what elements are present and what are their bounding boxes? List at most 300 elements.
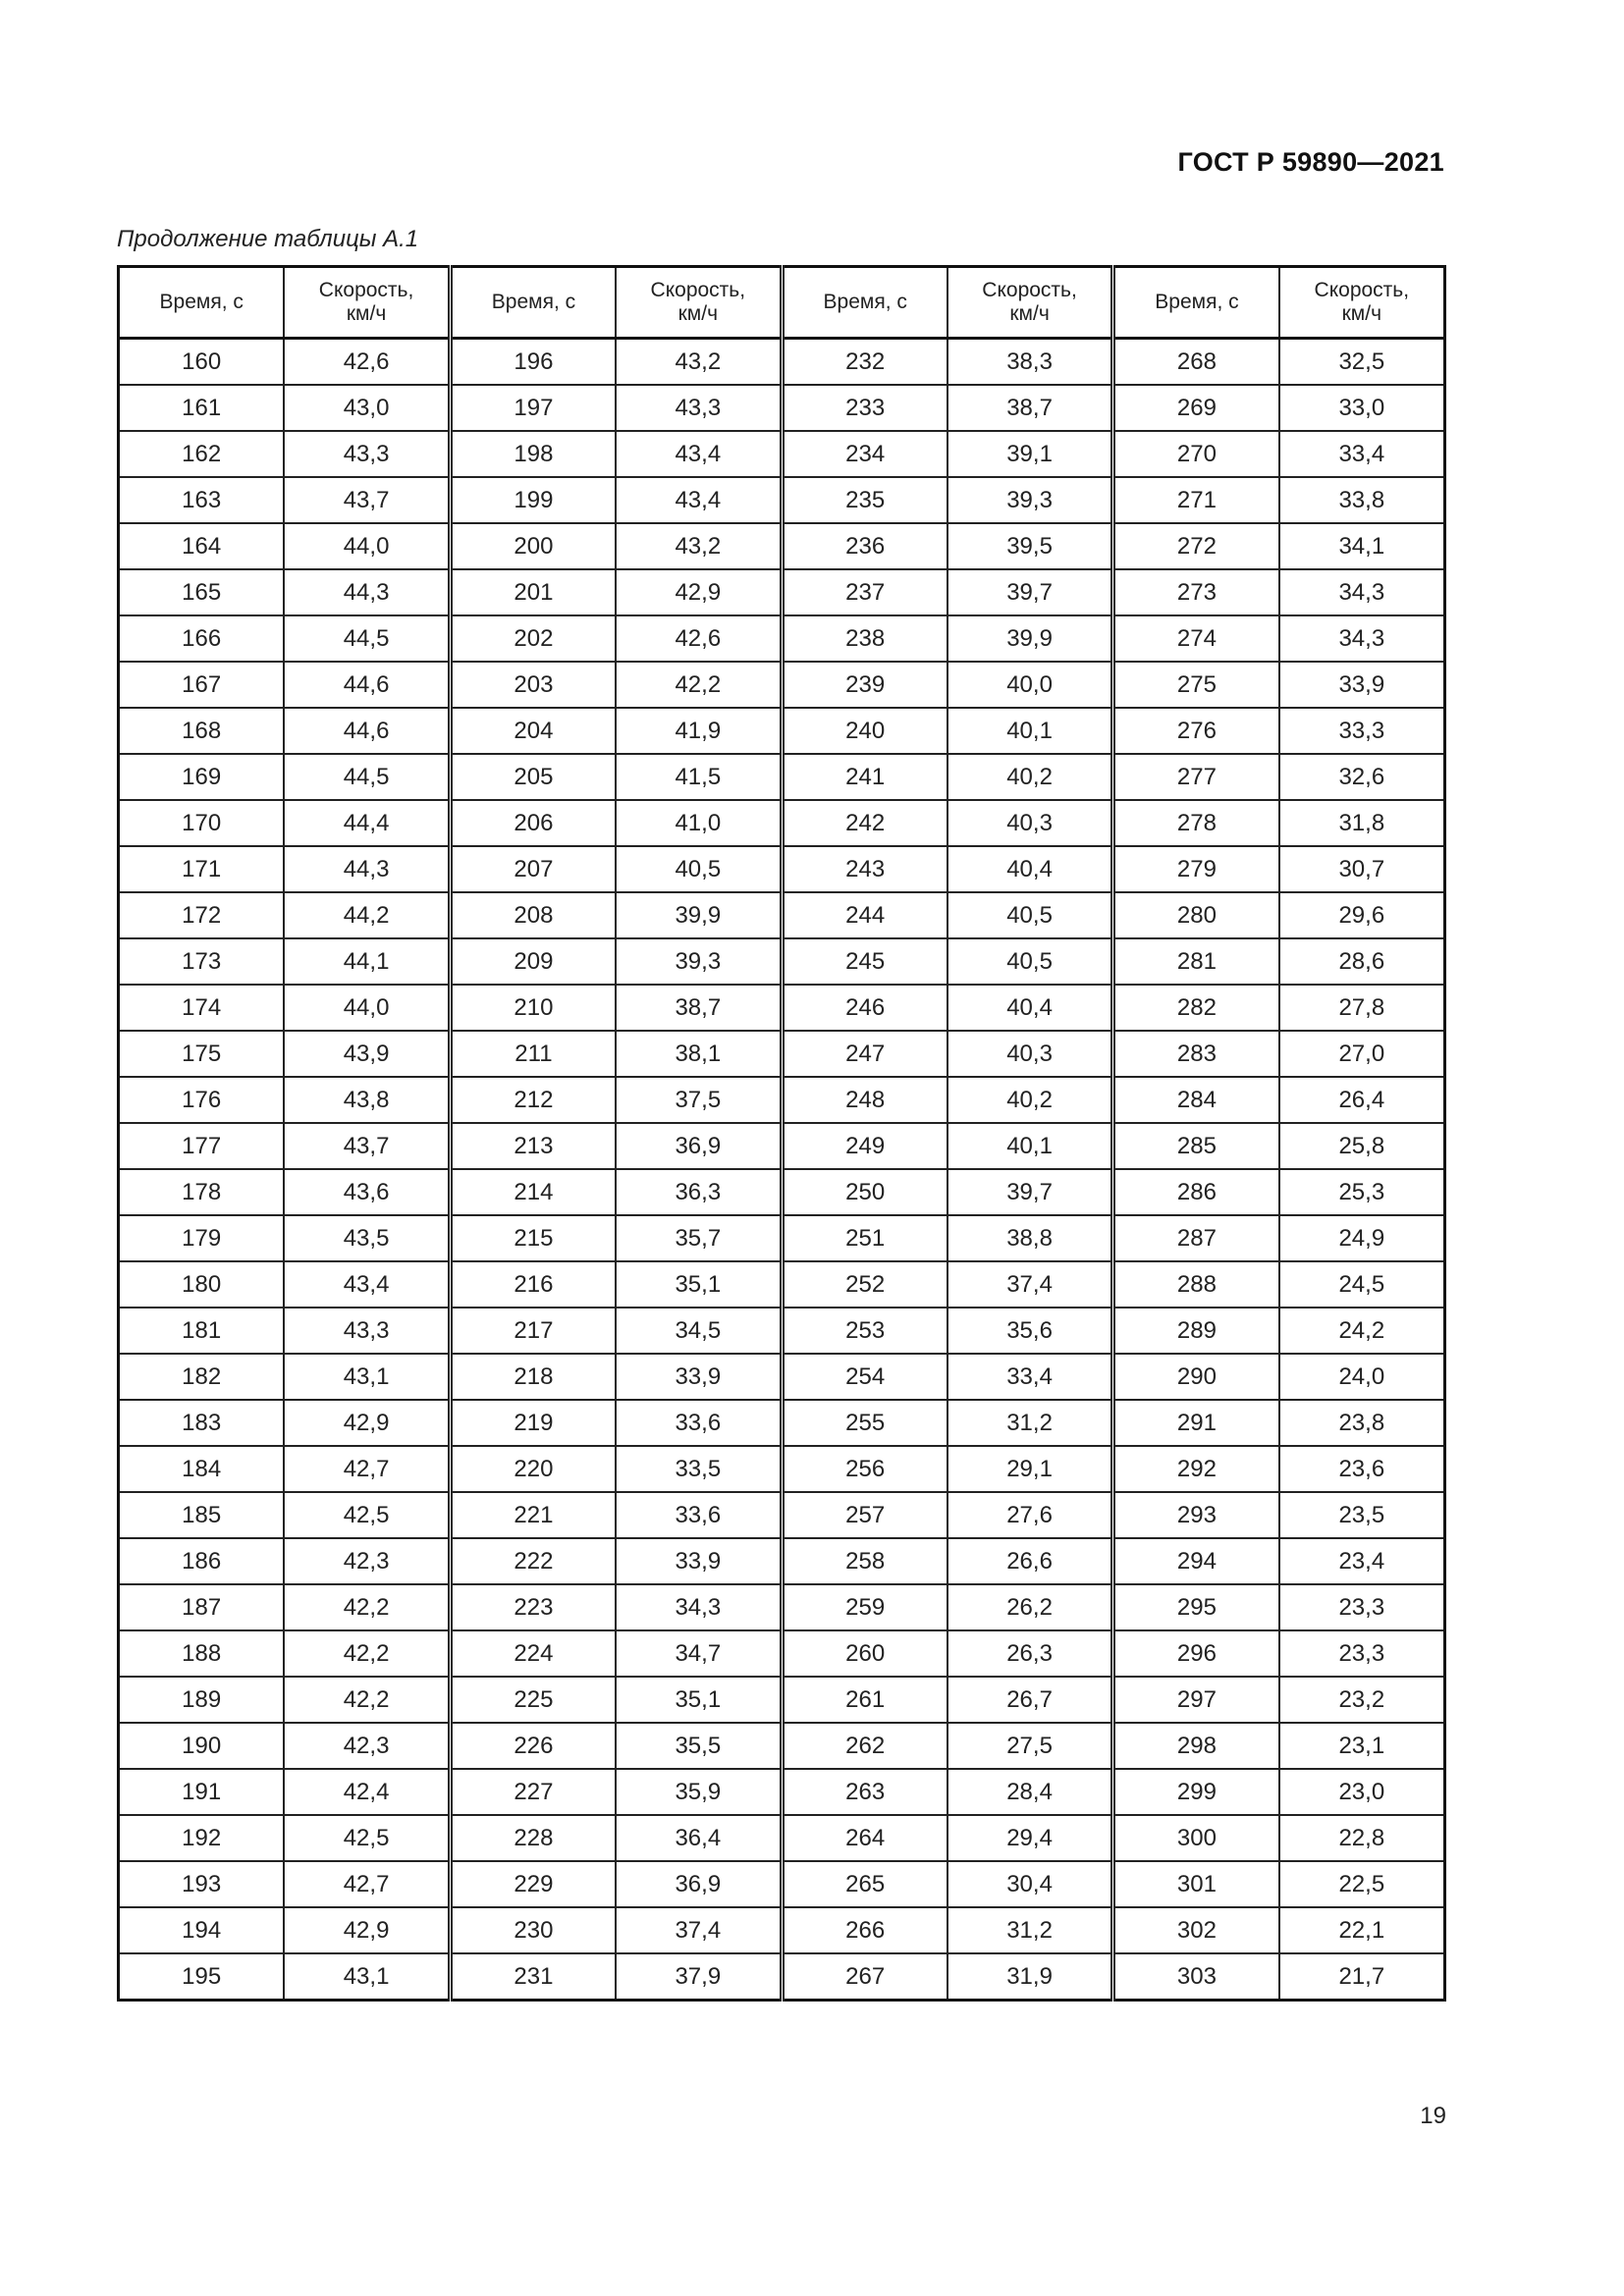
time-cell: 169 xyxy=(119,754,285,800)
table-body xyxy=(119,339,1445,2001)
time-cell: 207 xyxy=(450,846,616,892)
speed-cell: 24,0 xyxy=(1279,1354,1445,1400)
time-cell: 261 xyxy=(782,1677,947,1723)
time-cell: 186 xyxy=(119,1538,285,1584)
speed-cell: 34,1 xyxy=(1279,523,1445,569)
speed-cell: 27,6 xyxy=(947,1492,1113,1538)
time-cell: 259 xyxy=(782,1584,947,1630)
time-cell: 295 xyxy=(1113,1584,1279,1630)
speed-cell: 31,2 xyxy=(947,1907,1113,1953)
time-cell: 163 xyxy=(119,477,285,523)
speed-cell: 40,1 xyxy=(947,1123,1113,1169)
speed-cell: 33,4 xyxy=(1279,431,1445,477)
time-cell: 212 xyxy=(450,1077,616,1123)
time-cell: 229 xyxy=(450,1861,616,1907)
document-code: ГОСТ Р 59890—2021 xyxy=(1177,147,1444,177)
speed-cell: 43,1 xyxy=(284,1354,450,1400)
speed-cell: 24,9 xyxy=(1279,1215,1445,1261)
speed-cell: 38,7 xyxy=(947,385,1113,431)
time-cell: 246 xyxy=(782,985,947,1031)
table-row xyxy=(119,385,1445,431)
speed-cell: 42,9 xyxy=(284,1400,450,1446)
table-row xyxy=(119,1953,1445,2001)
speed-cell: 40,2 xyxy=(947,754,1113,800)
time-cell: 216 xyxy=(450,1261,616,1308)
time-cell: 220 xyxy=(450,1446,616,1492)
speed-cell: 42,3 xyxy=(284,1538,450,1584)
time-cell: 293 xyxy=(1113,1492,1279,1538)
table-row xyxy=(119,1215,1445,1261)
col-header-time: Время, с xyxy=(450,267,616,339)
time-cell: 248 xyxy=(782,1077,947,1123)
speed-cell: 42,6 xyxy=(284,339,450,386)
speed-cell: 41,9 xyxy=(616,708,782,754)
table-row xyxy=(119,477,1445,523)
time-cell: 243 xyxy=(782,846,947,892)
speed-cell: 43,7 xyxy=(284,477,450,523)
speed-cell: 31,2 xyxy=(947,1400,1113,1446)
time-cell: 209 xyxy=(450,938,616,985)
speed-cell: 31,8 xyxy=(1279,800,1445,846)
time-cell: 222 xyxy=(450,1538,616,1584)
time-cell: 235 xyxy=(782,477,947,523)
time-cell: 265 xyxy=(782,1861,947,1907)
table-row xyxy=(119,1538,1445,1584)
table-caption: Продолжение таблицы А.1 xyxy=(117,226,419,252)
time-cell: 203 xyxy=(450,662,616,708)
time-cell: 166 xyxy=(119,615,285,662)
time-cell: 272 xyxy=(1113,523,1279,569)
time-cell: 223 xyxy=(450,1584,616,1630)
speed-cell: 44,0 xyxy=(284,985,450,1031)
speed-cell: 30,7 xyxy=(1279,846,1445,892)
time-cell: 287 xyxy=(1113,1215,1279,1261)
time-cell: 208 xyxy=(450,892,616,938)
speed-cell: 24,5 xyxy=(1279,1261,1445,1308)
speed-cell: 38,1 xyxy=(616,1031,782,1077)
time-cell: 264 xyxy=(782,1815,947,1861)
time-cell: 180 xyxy=(119,1261,285,1308)
speed-cell: 32,6 xyxy=(1279,754,1445,800)
speed-cell: 40,4 xyxy=(947,846,1113,892)
table-row xyxy=(119,892,1445,938)
time-cell: 202 xyxy=(450,615,616,662)
speed-cell: 39,7 xyxy=(947,569,1113,615)
table-row xyxy=(119,1308,1445,1354)
speed-cell: 39,3 xyxy=(947,477,1113,523)
time-cell: 161 xyxy=(119,385,285,431)
time-cell: 200 xyxy=(450,523,616,569)
table-header-row xyxy=(119,267,1445,339)
table-row xyxy=(119,938,1445,985)
speed-cell: 34,3 xyxy=(1279,615,1445,662)
time-cell: 286 xyxy=(1113,1169,1279,1215)
speed-cell: 40,1 xyxy=(947,708,1113,754)
speed-cell: 32,5 xyxy=(1279,339,1445,386)
speed-cell: 28,4 xyxy=(947,1769,1113,1815)
time-cell: 168 xyxy=(119,708,285,754)
time-cell: 268 xyxy=(1113,339,1279,386)
time-cell: 199 xyxy=(450,477,616,523)
time-cell: 225 xyxy=(450,1677,616,1723)
time-cell: 266 xyxy=(782,1907,947,1953)
speed-cell: 43,4 xyxy=(616,431,782,477)
speed-cell: 39,1 xyxy=(947,431,1113,477)
time-cell: 178 xyxy=(119,1169,285,1215)
table-row xyxy=(119,1861,1445,1907)
time-cell: 205 xyxy=(450,754,616,800)
speed-cell: 34,3 xyxy=(616,1584,782,1630)
speed-cell: 42,4 xyxy=(284,1769,450,1815)
speed-cell: 42,2 xyxy=(284,1677,450,1723)
time-cell: 160 xyxy=(119,339,285,386)
time-cell: 188 xyxy=(119,1630,285,1677)
speed-cell: 36,4 xyxy=(616,1815,782,1861)
speed-cell: 28,6 xyxy=(1279,938,1445,985)
table-row xyxy=(119,1492,1445,1538)
time-cell: 291 xyxy=(1113,1400,1279,1446)
speed-cell: 40,5 xyxy=(947,892,1113,938)
time-cell: 213 xyxy=(450,1123,616,1169)
time-cell: 228 xyxy=(450,1815,616,1861)
speed-cell: 23,3 xyxy=(1279,1630,1445,1677)
time-cell: 250 xyxy=(782,1169,947,1215)
speed-cell: 27,5 xyxy=(947,1723,1113,1769)
time-cell: 218 xyxy=(450,1354,616,1400)
speed-cell: 29,1 xyxy=(947,1446,1113,1492)
time-cell: 256 xyxy=(782,1446,947,1492)
time-cell: 298 xyxy=(1113,1723,1279,1769)
time-cell: 170 xyxy=(119,800,285,846)
speed-cell: 43,5 xyxy=(284,1215,450,1261)
speed-cell: 44,6 xyxy=(284,708,450,754)
time-cell: 251 xyxy=(782,1215,947,1261)
time-cell: 197 xyxy=(450,385,616,431)
speed-cell: 22,5 xyxy=(1279,1861,1445,1907)
time-cell: 278 xyxy=(1113,800,1279,846)
speed-cell: 26,6 xyxy=(947,1538,1113,1584)
time-cell: 274 xyxy=(1113,615,1279,662)
speed-cell: 36,9 xyxy=(616,1861,782,1907)
col-header-time: Время, с xyxy=(119,267,285,339)
speed-cell: 33,9 xyxy=(616,1354,782,1400)
time-cell: 244 xyxy=(782,892,947,938)
time-cell: 227 xyxy=(450,1769,616,1815)
time-cell: 217 xyxy=(450,1308,616,1354)
time-cell: 230 xyxy=(450,1907,616,1953)
speed-cell: 25,8 xyxy=(1279,1123,1445,1169)
speed-cell: 40,2 xyxy=(947,1077,1113,1123)
time-cell: 288 xyxy=(1113,1261,1279,1308)
time-cell: 215 xyxy=(450,1215,616,1261)
time-cell: 285 xyxy=(1113,1123,1279,1169)
speed-time-table xyxy=(117,265,1446,2002)
time-cell: 276 xyxy=(1113,708,1279,754)
speed-cell: 42,2 xyxy=(284,1584,450,1630)
time-cell: 277 xyxy=(1113,754,1279,800)
table-row xyxy=(119,800,1445,846)
time-cell: 297 xyxy=(1113,1677,1279,1723)
speed-cell: 26,7 xyxy=(947,1677,1113,1723)
time-cell: 242 xyxy=(782,800,947,846)
speed-cell: 23,3 xyxy=(1279,1584,1445,1630)
speed-cell: 43,3 xyxy=(616,385,782,431)
speed-cell: 37,4 xyxy=(947,1261,1113,1308)
time-cell: 224 xyxy=(450,1630,616,1677)
time-cell: 211 xyxy=(450,1031,616,1077)
time-cell: 183 xyxy=(119,1400,285,1446)
speed-cell: 40,4 xyxy=(947,985,1113,1031)
table-row xyxy=(119,754,1445,800)
time-cell: 300 xyxy=(1113,1815,1279,1861)
speed-cell: 26,3 xyxy=(947,1630,1113,1677)
speed-cell: 23,4 xyxy=(1279,1538,1445,1584)
table-row xyxy=(119,1630,1445,1677)
time-cell: 252 xyxy=(782,1261,947,1308)
table-row xyxy=(119,615,1445,662)
speed-cell: 27,8 xyxy=(1279,985,1445,1031)
speed-cell: 37,5 xyxy=(616,1077,782,1123)
speed-cell: 25,3 xyxy=(1279,1169,1445,1215)
speed-cell: 33,6 xyxy=(616,1492,782,1538)
time-cell: 184 xyxy=(119,1446,285,1492)
table-row xyxy=(119,1907,1445,1953)
speed-cell: 23,1 xyxy=(1279,1723,1445,1769)
time-cell: 257 xyxy=(782,1492,947,1538)
time-cell: 177 xyxy=(119,1123,285,1169)
table-row xyxy=(119,569,1445,615)
speed-cell: 40,3 xyxy=(947,1031,1113,1077)
speed-cell: 35,1 xyxy=(616,1261,782,1308)
time-cell: 253 xyxy=(782,1308,947,1354)
time-cell: 241 xyxy=(782,754,947,800)
time-cell: 192 xyxy=(119,1815,285,1861)
col-header-speed: Скорость, км/ч xyxy=(947,267,1113,339)
speed-cell: 43,0 xyxy=(284,385,450,431)
time-cell: 234 xyxy=(782,431,947,477)
time-cell: 296 xyxy=(1113,1630,1279,1677)
time-cell: 231 xyxy=(450,1953,616,2001)
time-cell: 290 xyxy=(1113,1354,1279,1400)
speed-cell: 37,4 xyxy=(616,1907,782,1953)
speed-cell: 31,9 xyxy=(947,1953,1113,2001)
speed-cell: 35,9 xyxy=(616,1769,782,1815)
time-cell: 301 xyxy=(1113,1861,1279,1907)
time-cell: 172 xyxy=(119,892,285,938)
table-row xyxy=(119,339,1445,386)
speed-cell: 24,2 xyxy=(1279,1308,1445,1354)
speed-cell: 43,4 xyxy=(284,1261,450,1308)
speed-cell: 39,3 xyxy=(616,938,782,985)
speed-cell: 39,9 xyxy=(947,615,1113,662)
time-cell: 283 xyxy=(1113,1031,1279,1077)
speed-cell: 34,5 xyxy=(616,1308,782,1354)
time-cell: 198 xyxy=(450,431,616,477)
speed-cell: 44,3 xyxy=(284,846,450,892)
speed-cell: 35,6 xyxy=(947,1308,1113,1354)
speed-cell: 42,7 xyxy=(284,1861,450,1907)
speed-cell: 43,9 xyxy=(284,1031,450,1077)
speed-cell: 26,4 xyxy=(1279,1077,1445,1123)
time-cell: 162 xyxy=(119,431,285,477)
time-cell: 271 xyxy=(1113,477,1279,523)
speed-cell: 40,0 xyxy=(947,662,1113,708)
table-row xyxy=(119,1400,1445,1446)
speed-cell: 22,1 xyxy=(1279,1907,1445,1953)
table-row xyxy=(119,1584,1445,1630)
speed-cell: 33,6 xyxy=(616,1400,782,1446)
time-cell: 232 xyxy=(782,339,947,386)
time-cell: 260 xyxy=(782,1630,947,1677)
time-cell: 255 xyxy=(782,1400,947,1446)
speed-cell: 27,0 xyxy=(1279,1031,1445,1077)
table-row xyxy=(119,1446,1445,1492)
time-cell: 254 xyxy=(782,1354,947,1400)
speed-cell: 40,5 xyxy=(947,938,1113,985)
speed-cell: 39,7 xyxy=(947,1169,1113,1215)
speed-cell: 39,9 xyxy=(616,892,782,938)
time-cell: 237 xyxy=(782,569,947,615)
speed-cell: 35,7 xyxy=(616,1215,782,1261)
time-cell: 195 xyxy=(119,1953,285,2001)
speed-cell: 23,0 xyxy=(1279,1769,1445,1815)
page-number: 19 xyxy=(1420,2103,1446,2129)
speed-cell: 44,5 xyxy=(284,615,450,662)
speed-cell: 33,9 xyxy=(1279,662,1445,708)
time-cell: 206 xyxy=(450,800,616,846)
time-cell: 196 xyxy=(450,339,616,386)
speed-cell: 33,4 xyxy=(947,1354,1113,1400)
time-cell: 284 xyxy=(1113,1077,1279,1123)
time-cell: 303 xyxy=(1113,1953,1279,2001)
col-header-speed: Скорость, км/ч xyxy=(284,267,450,339)
speed-cell: 42,2 xyxy=(616,662,782,708)
speed-cell: 41,0 xyxy=(616,800,782,846)
speed-cell: 40,5 xyxy=(616,846,782,892)
time-cell: 279 xyxy=(1113,846,1279,892)
time-cell: 239 xyxy=(782,662,947,708)
time-cell: 176 xyxy=(119,1077,285,1123)
time-cell: 292 xyxy=(1113,1446,1279,1492)
speed-cell: 44,2 xyxy=(284,892,450,938)
speed-cell: 33,0 xyxy=(1279,385,1445,431)
speed-cell: 44,6 xyxy=(284,662,450,708)
time-cell: 273 xyxy=(1113,569,1279,615)
speed-cell: 38,3 xyxy=(947,339,1113,386)
time-cell: 165 xyxy=(119,569,285,615)
table-row xyxy=(119,1677,1445,1723)
speed-cell: 21,7 xyxy=(1279,1953,1445,2001)
time-cell: 226 xyxy=(450,1723,616,1769)
speed-cell: 44,0 xyxy=(284,523,450,569)
speed-cell: 42,7 xyxy=(284,1446,450,1492)
speed-cell: 38,7 xyxy=(616,985,782,1031)
time-cell: 233 xyxy=(782,385,947,431)
speed-cell: 23,8 xyxy=(1279,1400,1445,1446)
speed-cell: 29,4 xyxy=(947,1815,1113,1861)
time-cell: 245 xyxy=(782,938,947,985)
time-cell: 267 xyxy=(782,1953,947,2001)
time-cell: 185 xyxy=(119,1492,285,1538)
time-cell: 214 xyxy=(450,1169,616,1215)
speed-cell: 33,5 xyxy=(616,1446,782,1492)
speed-cell: 43,4 xyxy=(616,477,782,523)
table-row xyxy=(119,1077,1445,1123)
speed-cell: 44,3 xyxy=(284,569,450,615)
col-header-speed: Скорость, км/ч xyxy=(616,267,782,339)
time-cell: 219 xyxy=(450,1400,616,1446)
time-cell: 191 xyxy=(119,1769,285,1815)
speed-cell: 23,6 xyxy=(1279,1446,1445,1492)
table-row xyxy=(119,1354,1445,1400)
speed-cell: 39,5 xyxy=(947,523,1113,569)
table-row xyxy=(119,523,1445,569)
table-row xyxy=(119,1723,1445,1769)
speed-cell: 42,6 xyxy=(616,615,782,662)
col-header-speed: Скорость, км/ч xyxy=(1279,267,1445,339)
speed-cell: 36,9 xyxy=(616,1123,782,1169)
speed-cell: 23,2 xyxy=(1279,1677,1445,1723)
speed-cell: 42,2 xyxy=(284,1630,450,1677)
table-row xyxy=(119,1169,1445,1215)
speed-cell: 44,4 xyxy=(284,800,450,846)
time-cell: 263 xyxy=(782,1769,947,1815)
speed-cell: 33,3 xyxy=(1279,708,1445,754)
speed-cell: 30,4 xyxy=(947,1861,1113,1907)
speed-cell: 33,9 xyxy=(616,1538,782,1584)
time-cell: 210 xyxy=(450,985,616,1031)
speed-cell: 43,8 xyxy=(284,1077,450,1123)
time-cell: 167 xyxy=(119,662,285,708)
speed-cell: 42,5 xyxy=(284,1815,450,1861)
speed-cell: 33,8 xyxy=(1279,477,1445,523)
table-row xyxy=(119,1261,1445,1308)
table-row xyxy=(119,708,1445,754)
speed-cell: 41,5 xyxy=(616,754,782,800)
speed-cell: 40,3 xyxy=(947,800,1113,846)
speed-cell: 43,6 xyxy=(284,1169,450,1215)
col-header-time: Время, с xyxy=(782,267,947,339)
time-cell: 181 xyxy=(119,1308,285,1354)
table-row xyxy=(119,662,1445,708)
table-row xyxy=(119,1769,1445,1815)
speed-cell: 44,1 xyxy=(284,938,450,985)
time-cell: 238 xyxy=(782,615,947,662)
time-cell: 240 xyxy=(782,708,947,754)
speed-cell: 22,8 xyxy=(1279,1815,1445,1861)
speed-cell: 26,2 xyxy=(947,1584,1113,1630)
time-cell: 270 xyxy=(1113,431,1279,477)
time-cell: 175 xyxy=(119,1031,285,1077)
speed-cell: 35,1 xyxy=(616,1677,782,1723)
time-cell: 236 xyxy=(782,523,947,569)
time-cell: 189 xyxy=(119,1677,285,1723)
time-cell: 221 xyxy=(450,1492,616,1538)
time-cell: 187 xyxy=(119,1584,285,1630)
time-cell: 201 xyxy=(450,569,616,615)
speed-cell: 42,5 xyxy=(284,1492,450,1538)
speed-cell: 42,9 xyxy=(284,1907,450,1953)
time-cell: 190 xyxy=(119,1723,285,1769)
time-cell: 282 xyxy=(1113,985,1279,1031)
speed-cell: 43,7 xyxy=(284,1123,450,1169)
speed-cell: 23,5 xyxy=(1279,1492,1445,1538)
time-cell: 164 xyxy=(119,523,285,569)
speed-cell: 44,5 xyxy=(284,754,450,800)
speed-cell: 36,3 xyxy=(616,1169,782,1215)
speed-cell: 35,5 xyxy=(616,1723,782,1769)
time-cell: 294 xyxy=(1113,1538,1279,1584)
